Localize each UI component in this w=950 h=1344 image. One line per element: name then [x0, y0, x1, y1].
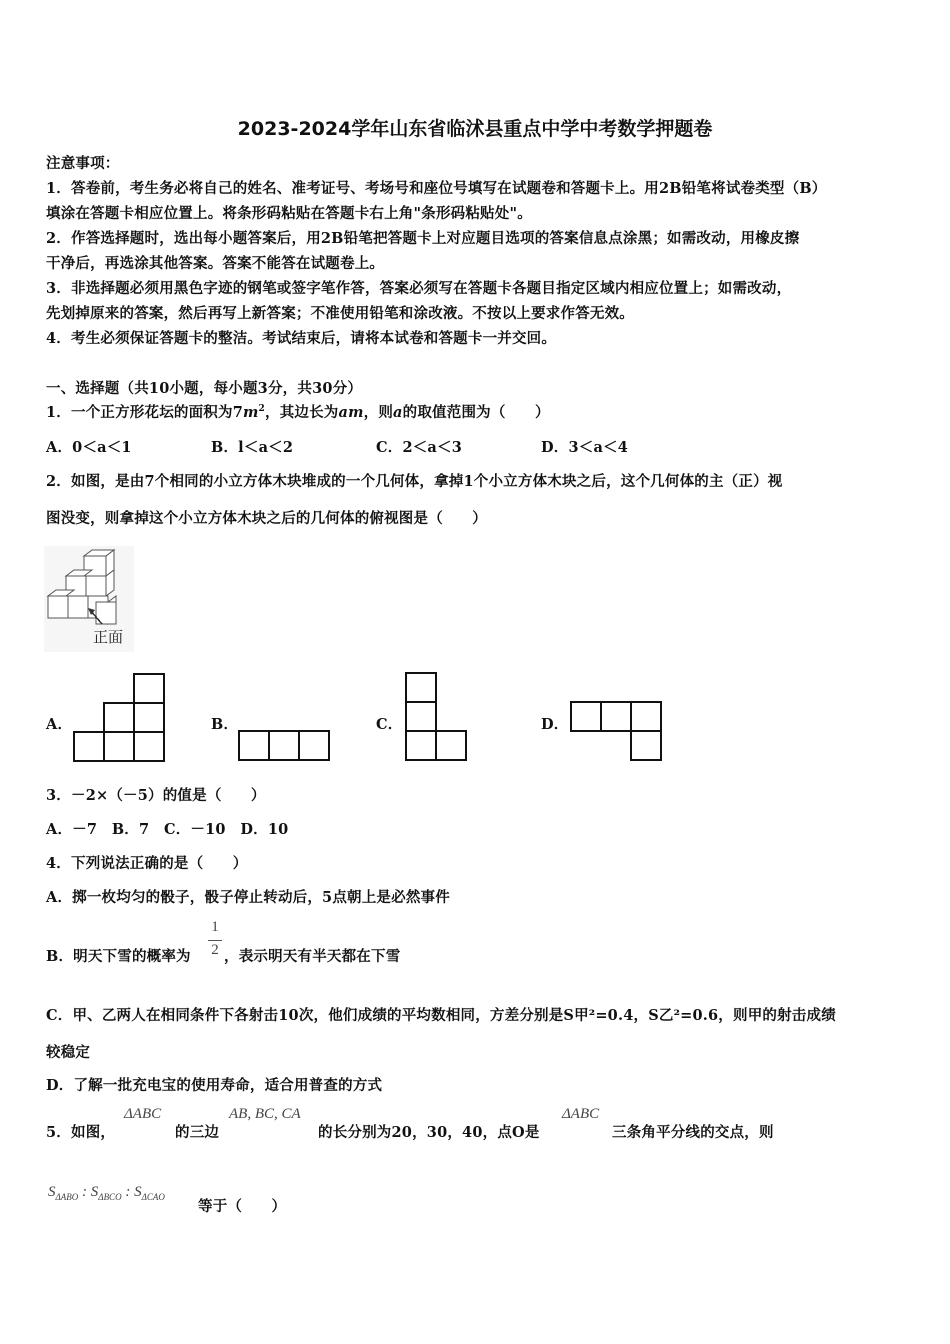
question-5-mid-2: 的长分别为20，30，40，点O是 [318, 1124, 540, 1141]
q4-option-a: A．掷一枚均匀的骰子，骰子停止转动后，5点朝上是必然事件 [46, 889, 450, 906]
question-5-suffix: 三条角平分线的交点，则 [612, 1124, 774, 1141]
question-5-tail: 等于（ ） [198, 1198, 287, 1215]
area-ratio-expression: $S_{\Delta ABO}$ : $S_{\Delta BCO}$ : $S_{\Delta CAO}$ [48, 1184, 165, 1202]
notice-line-3: 2．作答选择题时，选出每小题答案后，用2B铅笔把答题卡上对应题目选项的答案信息点涂黑；如需改动，用橡皮擦 [46, 230, 800, 247]
q4-option-b-prefix: B．明天下雪的概率为 [46, 948, 191, 965]
notice-line-4: 干净后，再选涂其他答案。答案不能答在试题卷上。 [46, 255, 385, 272]
section-heading: 一、选择题（共10小题，每小题3分，共30分） [46, 380, 363, 397]
fraction-numerator: 1 [211, 919, 219, 935]
cube-stack-figure [44, 546, 134, 652]
q4-option-b-suffix: ，表示明天有半天都在下雪 [224, 948, 401, 965]
question-1-stem: 1．一个正方形花坛的面积为$7m^2$，其边长为am，则a的取值范围为（ ） [46, 404, 550, 421]
question-2-line-1: 2．如图，是由7个相同的小立方体木块堆成的一个几何体，拿掉1个小立方体木块之后，这个几何体的主（正）视 [46, 473, 783, 490]
fraction-bar [208, 940, 222, 941]
notice-line-7: 4．考生必须保证答题卡的整洁。考试结束后，请将本试卷和答题卡一并交回。 [46, 330, 557, 347]
q2-option-b-label: B． [211, 716, 239, 733]
q2-option-d-figure [569, 700, 663, 762]
question-3-options: A．－7 B．7 C．－10 D．10 [46, 821, 289, 838]
q1-option-b: B．l＜a＜2 [211, 439, 294, 456]
q4-option-c-line-2: 较稳定 [46, 1044, 91, 1061]
notice-line-5: 3．非选择题必须用黑色字迹的钢笔或签字笔作答，答案必须写在答题卡各题目指定区域内相应位置上；如需改动， [46, 280, 792, 297]
triangle-abc-1: ΔABC [124, 1106, 162, 1122]
fraction-denominator: 2 [211, 942, 219, 958]
notice-line-6: 先划掉原来的答案，然后再写上新答案；不准使用铅笔和涂改液。不按以上要求作答无效。 [46, 305, 634, 322]
q2-option-d-label: D． [541, 716, 569, 733]
q1-option-c: C．2＜a＜3 [376, 439, 463, 456]
q2-option-a-figure [72, 673, 166, 763]
q2-option-c-figure [404, 671, 468, 763]
question-3-stem: 3．－2×（－5）的值是（ ） [46, 787, 266, 804]
q4-option-d: D．了解一批充电宝的使用寿命，适合用普查的方式 [46, 1077, 383, 1094]
q2-option-c-label: C． [376, 716, 403, 733]
triangle-sides: AB, BC, CA [229, 1106, 301, 1122]
triangle-abc-2: ΔABC [562, 1106, 600, 1122]
question-2-line-2: 图没变，则拿掉这个小立方体木块之后的几何体的俯视图是（ ） [46, 510, 487, 527]
q2-option-b-figure [237, 730, 331, 762]
q1-option-d: D．3＜a＜4 [541, 439, 629, 456]
q1-option-a: A．0＜a＜1 [46, 439, 132, 456]
question-4-stem: 4．下列说法正确的是（ ） [46, 855, 248, 872]
q2-option-a-label: A． [46, 716, 73, 733]
notice-line-2: 填涂在答题卡相应位置上。将条形码粘贴在答题卡右上角"条形码粘贴处"。 [46, 205, 532, 222]
question-5-prefix: 5．如图， [46, 1124, 116, 1141]
page-title: 2023-2024学年山东省临沭县重点中学中考数学押题卷 [237, 118, 713, 140]
q4-option-c-line-1: C．甲、乙两人在相同条件下各射击10次，他们成绩的平均数相同，方差分别是S甲²=0.4，S乙²=0.6，则甲的射击成绩 [46, 1007, 836, 1024]
question-5-mid-1: 的三边 [175, 1124, 220, 1141]
notice-heading: 注意事项： [46, 155, 120, 172]
figure-front-label: 正面 [93, 628, 124, 646]
notice-line-1: 1．答卷前，考生务必将自己的姓名、准考证号、考场号和座位号填写在试题卷和答题卡上。用2B铅笔将试卷类型（B） [46, 180, 827, 197]
